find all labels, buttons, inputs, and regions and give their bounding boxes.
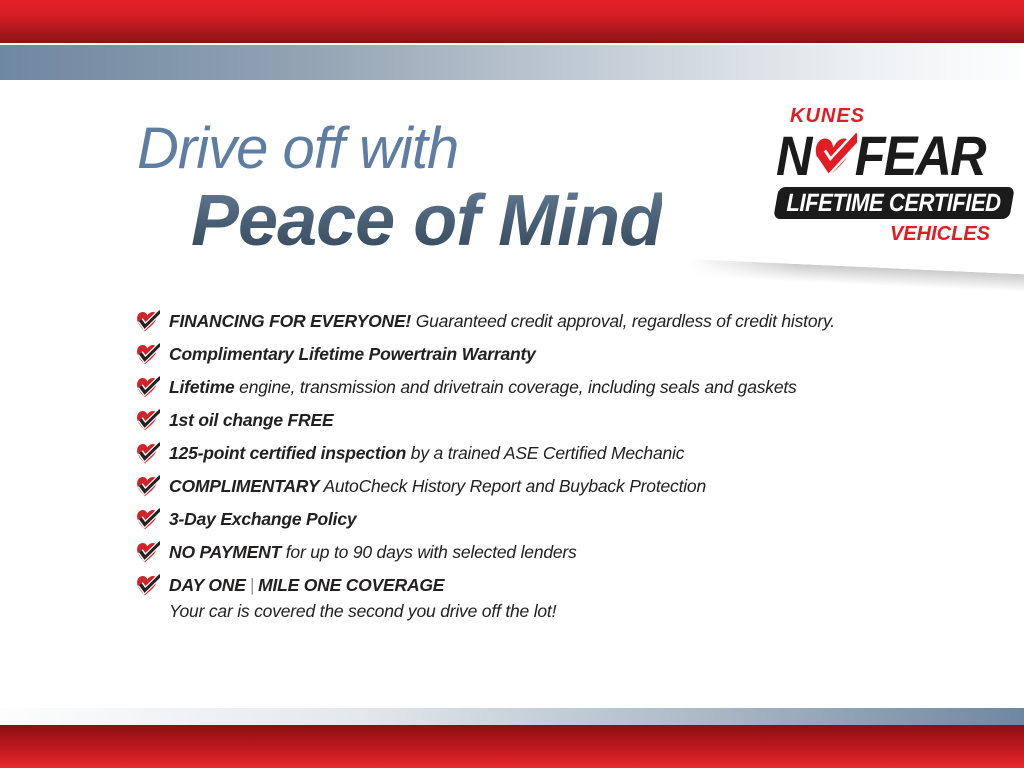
benefit-subtext: Your car is covered the second you drive off the lot! — [169, 601, 557, 621]
benefits-list — [133, 310, 933, 623]
benefit-item-lifetime-coverage — [133, 376, 933, 400]
heart-check-icon — [133, 441, 160, 466]
benefit-item-financing — [133, 310, 933, 334]
logo-lifetime-certified-banner — [773, 187, 1015, 219]
pipe-divider: | — [249, 575, 255, 595]
headline-line2: Peace of Mind — [191, 181, 663, 261]
heart-check-icon — [133, 573, 160, 598]
bottom-silver-bar — [0, 708, 1024, 725]
logo-letter-n: N — [776, 124, 811, 187]
top-red-bar — [0, 0, 1024, 43]
benefit-text: FINANCING FOR EVERYONE! Guaranteed credit approval, regardless of credit history. — [169, 311, 835, 331]
benefit-text: Lifetime engine, transmission and drivetrain coverage, including seals and gaskets — [169, 377, 797, 397]
benefit-item-autocheck — [133, 475, 933, 499]
logo-no-fear-row — [776, 124, 988, 187]
logo-kunes-text: KUNES — [790, 105, 866, 127]
heart-check-icon — [133, 309, 160, 334]
heart-check-icon — [133, 375, 160, 400]
benefit-text: NO PAYMENT for up to 90 days with selected lenders — [169, 542, 577, 562]
kunes-no-fear-logo — [776, 106, 1012, 244]
benefit-item-oil-change — [133, 409, 933, 433]
top-silver-bar — [0, 45, 1024, 80]
benefit-item-exchange-policy — [133, 508, 933, 532]
benefit-text: 1st oil change FREE — [169, 410, 334, 430]
bottom-red-bar — [0, 725, 1024, 768]
benefit-text: DAY ONE | MILE ONE COVERAGE — [169, 575, 445, 595]
benefit-item-inspection — [133, 442, 933, 466]
logo-fear-text: FEAR — [854, 124, 985, 187]
logo-banner-text: LIFETIME CERTIFIED — [786, 188, 1002, 217]
heart-check-icon — [133, 474, 160, 499]
benefit-text: Complimentary Lifetime Powertrain Warranty — [169, 344, 536, 364]
heart-check-icon — [133, 540, 160, 565]
heart-check-icon — [133, 507, 160, 532]
benefit-item-powertrain-warranty — [133, 343, 933, 367]
logo-vehicles-text: VEHICLES — [889, 223, 990, 245]
hero-headline — [137, 116, 663, 261]
benefit-item-no-payment — [133, 541, 933, 565]
benefit-text: COMPLIMENTARY AutoCheck History Report and Buyback Protection — [169, 476, 706, 496]
heart-check-icon — [133, 408, 160, 433]
benefit-text: 125-point certified inspection by a trained ASE Certified Mechanic — [169, 443, 685, 463]
heart-check-icon — [807, 127, 857, 185]
benefit-text: 3-Day Exchange Policy — [169, 509, 357, 529]
benefit-item-day-one-coverage — [133, 574, 933, 598]
heart-check-icon — [133, 342, 160, 367]
headline-line1: Drive off with — [137, 116, 459, 181]
diagonal-shadow-swoosh — [687, 259, 1024, 297]
